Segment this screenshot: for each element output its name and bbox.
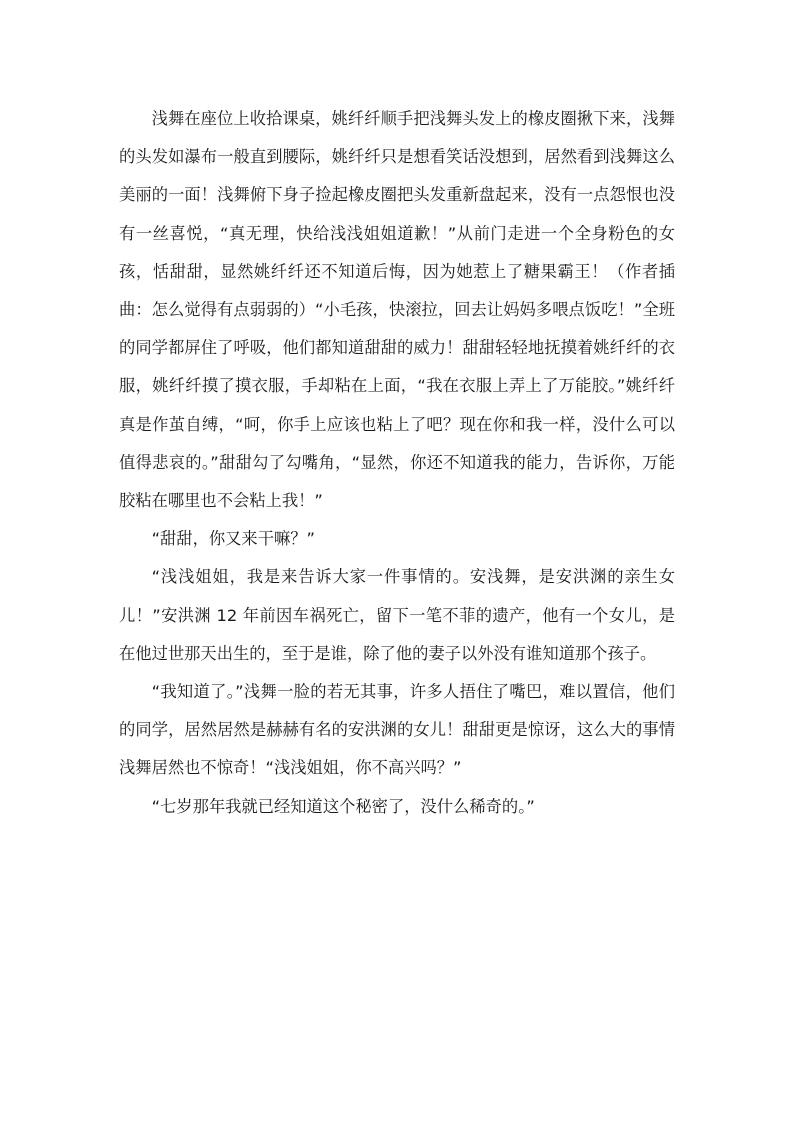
paragraph: 浅舞在座位上收拾课桌，姚纤纤顺手把浅舞头发上的橡皮圈揪下来，浅舞的头发如瀑布一般直到腰际，姚纤纤只是想看笑话没想到，居然看到浅舞这么美丽的一面！浅舞俯下身子捡起橡皮圈把头发重新盘起来，没有一点怨恨也没有一丝喜悦，“真无理，快给浅浅姐姐道歉！”从前门走进一个全身粉色的女孩，恬甜甜，显然姚纤纤还不知道后悔，因为她惹上了糖果霸王！（作者插曲：怎么觉得有点弱弱的）“小毛孩，快滚拉，回去让妈妈多喂点饭吃！”全班的同学都屏住了呼吸，他们都知道甜甜的威力！甜甜轻轻地抚摸着姚纤纤的衣服，姚纤纤摸了摸衣服，手却粘在上面，“我在衣服上弄上了万能胶。”姚纤纤真是作茧自缚，“呵，你手上应该也粘上了吧？现在你和我一样，没什么可以值得悲哀的。”甜甜勾了勾嘴角，“显然，你还不知道我的能力，告诉你，万能胶粘在哪里也不会粘上我！”	[119, 109, 675, 511]
paragraph: “浅浅姐姐，我是来告诉大家一件事情的。安浅舞，是安洪渊的亲生女儿！”安洪渊 12 年前因车祸死亡，留下一笔不菲的遗产，他有一个女儿，是在他过世那天出生的，至于是谁，除了他的妻子以外没有谁知道那个孩子。	[119, 567, 675, 663]
paragraph: “七岁那年我就已经知道这个秘密了，没什么稀奇的。”	[151, 796, 535, 816]
document-body	[119, 100, 675, 826]
paragraph: “我知道了。”浅舞一脸的若无其事，许多人捂住了嘴巴，难以置信，他们的同学，居然居然是赫赫有名的安洪渊的女儿！甜甜更是惊讶，这么大的事情浅舞居然也不惊奇！“浅浅姐姐，你不高兴吗？”	[119, 682, 675, 778]
paragraph: “甜甜，你又来干嘛？”	[151, 529, 315, 549]
